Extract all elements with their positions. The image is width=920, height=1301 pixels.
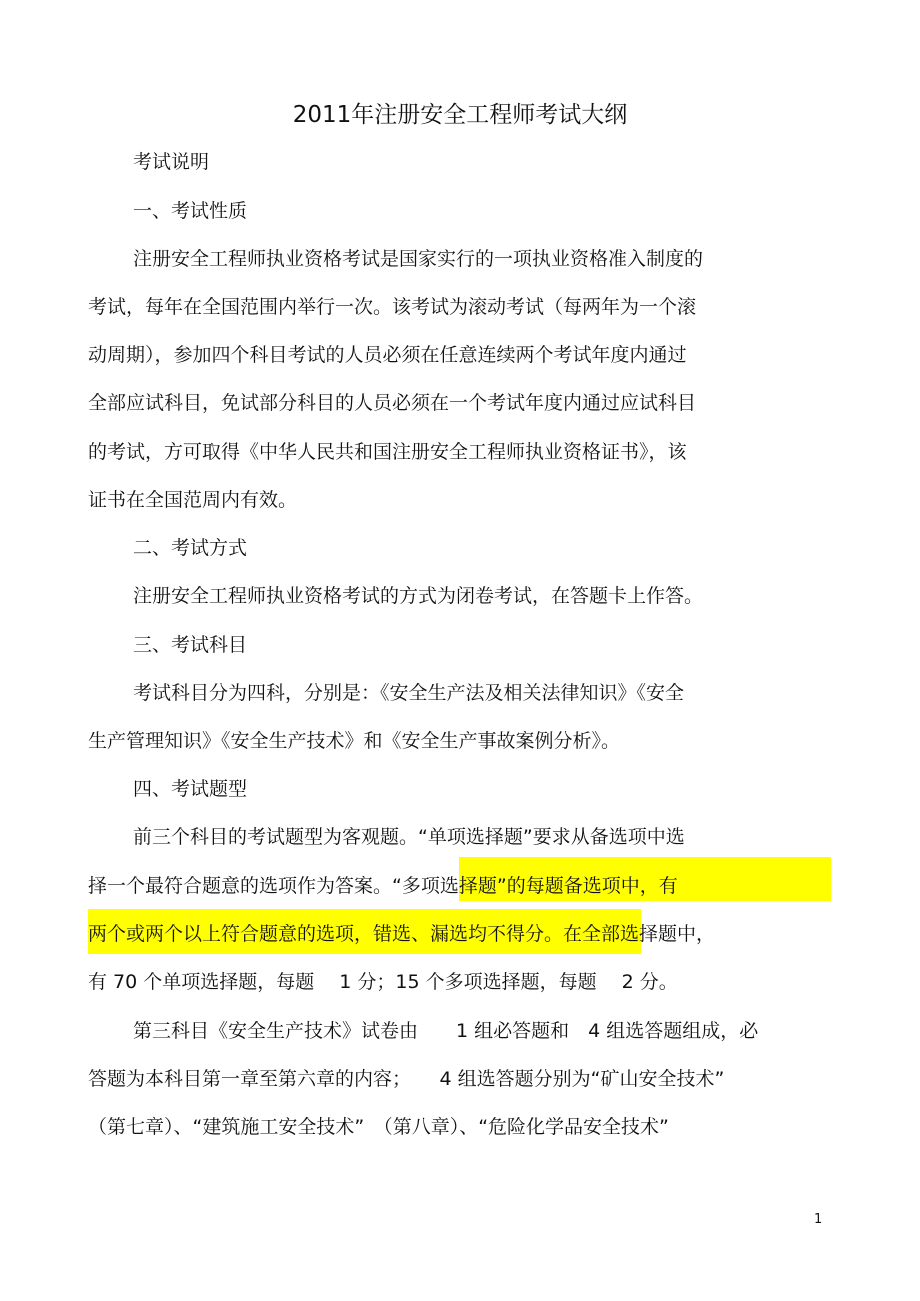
highlighted-text: 两个或两个以上符合题意的选项，错选、漏选均不得分。在: [88, 923, 583, 945]
paragraph-line: 动周期），参加四个科目考试的人员必须在任意连续两个考试年度内通过: [88, 344, 687, 366]
section-heading-subjects: 三、考试科目: [133, 634, 248, 656]
paragraph-line: 第三科目《安全生产技术》试卷由 1 组必答题和 4 组选答题组成，必: [133, 1020, 759, 1042]
paragraph-line: 注册安全工程师执业资格考试的方式为闭卷考试，在答题卡上作答。: [133, 585, 704, 607]
paragraph-line: 生产管理知识》《安全生产技术》和《安全生产事故案例分析》。: [88, 730, 621, 752]
page-number: 1: [814, 1212, 823, 1227]
paragraph-text: 全部选择题中，: [582, 923, 716, 945]
section-heading-method: 二、考试方式: [133, 537, 248, 559]
paragraph-line: 的考试，方可取得《中华人民共和国注册安全工程师执业资格证书》，该: [88, 441, 687, 463]
paragraph-line: 答题为本科目第一章至第六章的内容； 4 组选答题分别为“矿山安全技术”: [88, 1068, 725, 1090]
section-heading-question-types: 四、考试题型: [133, 778, 248, 800]
paragraph-line: 考试，每年在全国范围内举行一次。该考试为滚动考试（每两年为一个滚: [88, 296, 697, 318]
paragraph-text: 择一个最符合题意的选项作为答案。“: [88, 875, 402, 897]
paragraph-line: （第七章）、“建筑施工安全技术” （第八章）、“危险化学品安全技术”: [88, 1116, 669, 1138]
document-title: 2011年注册安全工程师考试大纲: [292, 102, 628, 128]
paragraph-line: [88, 919, 715, 949]
highlighted-text: 多项选择题”的每题备选项中，有: [401, 875, 678, 897]
paragraph-line: 前三个科目的考试题型为客观题。“单项选择题”要求从备选项中选: [133, 826, 685, 848]
section-heading-exam-notes: 考试说明: [133, 151, 210, 173]
paragraph-line: 全部应试科目，免试部分科目的人员必须在一个考试年度内通过应试科目: [88, 392, 697, 414]
section-heading-nature: 一、考试性质: [133, 200, 248, 222]
paragraph-line: 有 70 个单项选择题，每题 1 分；15 个多项选择题，每题 2 分。: [88, 971, 678, 993]
paragraph-line: [88, 871, 678, 901]
paragraph-line: 考试科目分为四科，分别是：《安全生产法及相关法律知识》《安全: [133, 682, 685, 704]
paragraph-line: 注册安全工程师执业资格考试是国家实行的一项执业资格准入制度的: [133, 248, 704, 270]
paragraph-line: 证书在全国范周内有效。: [88, 489, 298, 511]
